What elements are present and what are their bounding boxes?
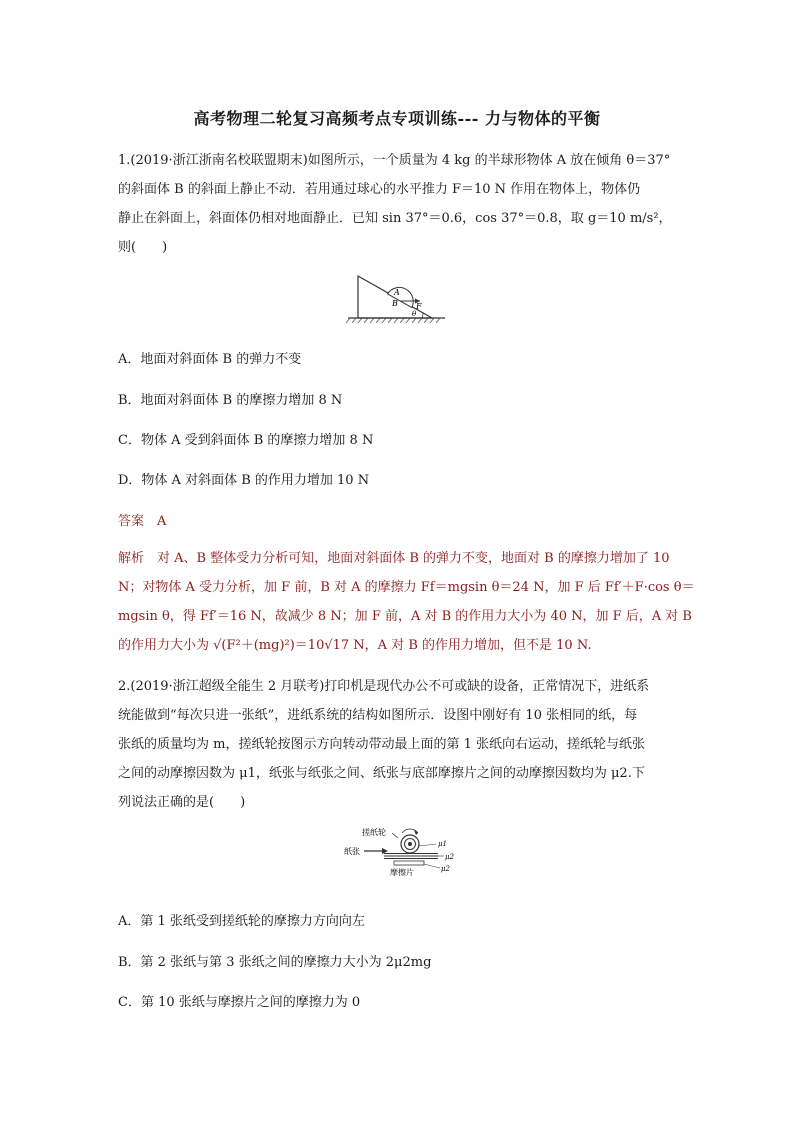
figure-label-a: A [394,288,400,297]
question-2-option-c: C．第 10 张纸与摩擦片之间的摩擦力为 0 [118,995,361,1010]
question-1-line: 则( ) [118,240,168,255]
figure-label-theta: θ [412,310,417,318]
analysis-line: 的作用力大小为 √(F²＋(mg)²)＝10√17 N，A 对 B 的作用力增加，但不是 10 N. [118,638,592,653]
question-2-line: 2.(2019·浙江超级全能生 2 月联考)打印机是现代办公不可或缺的设备，正常情况下，进纸系 [118,679,650,694]
question-1-answer: 答案 A [118,514,167,529]
question-2-line: 之间的动摩擦因数为 μ1，纸张与纸张之间、纸张与底部摩擦片之间的动摩擦因数均为 μ2.下 [118,766,645,781]
question-2-line: 张纸的质量均为 m，搓纸轮按图示方向转动带动最上面的第 1 张纸向右运动，搓纸轮与纸张 [118,737,645,752]
question-1-line: 的斜面体 B 的斜面上静止不动．若用通过球心的水平推力 F＝10 N 作用在物体上，物体仍 [118,182,641,197]
figure-label-b: B [392,299,398,308]
question-2-stem [118,672,678,817]
analysis-line: N；对物体 A 受力分析，加 F 前，B 对 A 的摩擦力 Ff＝mgsin θ＝24 N，加 F 后 Ff′＋F·cos θ＝ [118,580,695,595]
figure-label-mu2: μ2 [441,865,451,873]
question-1-analysis [118,544,695,660]
figure-label-pad: 摩擦片 [390,868,414,877]
question-2-option-a: A．第 1 张纸受到搓纸轮的摩擦力方向向左 [118,914,365,929]
figure-label-f: F [416,302,422,311]
figure-label-mu2: μ2 [445,853,455,861]
question-2-option-b: B．第 2 张纸与第 3 张纸之间的摩擦力大小为 2μ2mg [118,955,432,970]
question-1-line: 静止在斜面上，斜面体仍相对地面静止．已知 sin 37°＝0.6，cos 37°＝0.8，取 g＝10 m/s²， [118,211,672,226]
question-1-option-c: C．物体 A 受到斜面体 B 的摩擦力增加 8 N [118,433,374,448]
paper-feed-figure [340,824,470,884]
question-1-option-d: D．物体 A 对斜面体 B 的作用力增加 10 N [118,473,370,488]
figure-label-roller: 搓纸轮 [362,828,386,837]
incline-hemisphere-figure [340,270,450,326]
question-1-line: 1.(2019·浙江浙南名校联盟期末)如图所示，一个质量为 4 kg 的半球形物体 A 放在倾角 θ＝37° [118,153,671,168]
friction-pad [394,861,424,865]
question-1-stem [118,146,678,262]
question-1-option-b: B．地面对斜面体 B 的摩擦力增加 8 N [118,393,343,408]
page-title: 高考物理二轮复习高频考点专项训练--- 力与物体的平衡 [193,109,601,128]
figure-label-mu1: μ1 [438,840,448,848]
question-2-line: 统能做到“每次只进一张纸”，进纸系统的结构如图所示．设图中刚好有 10 张相同的纸，每 [118,708,638,723]
figure-label-paper: 纸张 [344,847,360,856]
question-2-line: 列说法正确的是( ) [118,795,246,810]
question-1-option-a: A．地面对斜面体 B 的弹力不变 [118,352,302,367]
analysis-line: 解析 对 A、B 整体受力分析可知，地面对斜面体 B 的弹力不变，地面对 B 的摩擦力增加了 10 [118,551,670,566]
analysis-line: mgsin θ，得 Ff′＝16 N，故减少 8 N；加 F 前，A 对 B 的作用力大小为 40 N，加 F 后，A 对 B [118,609,692,624]
